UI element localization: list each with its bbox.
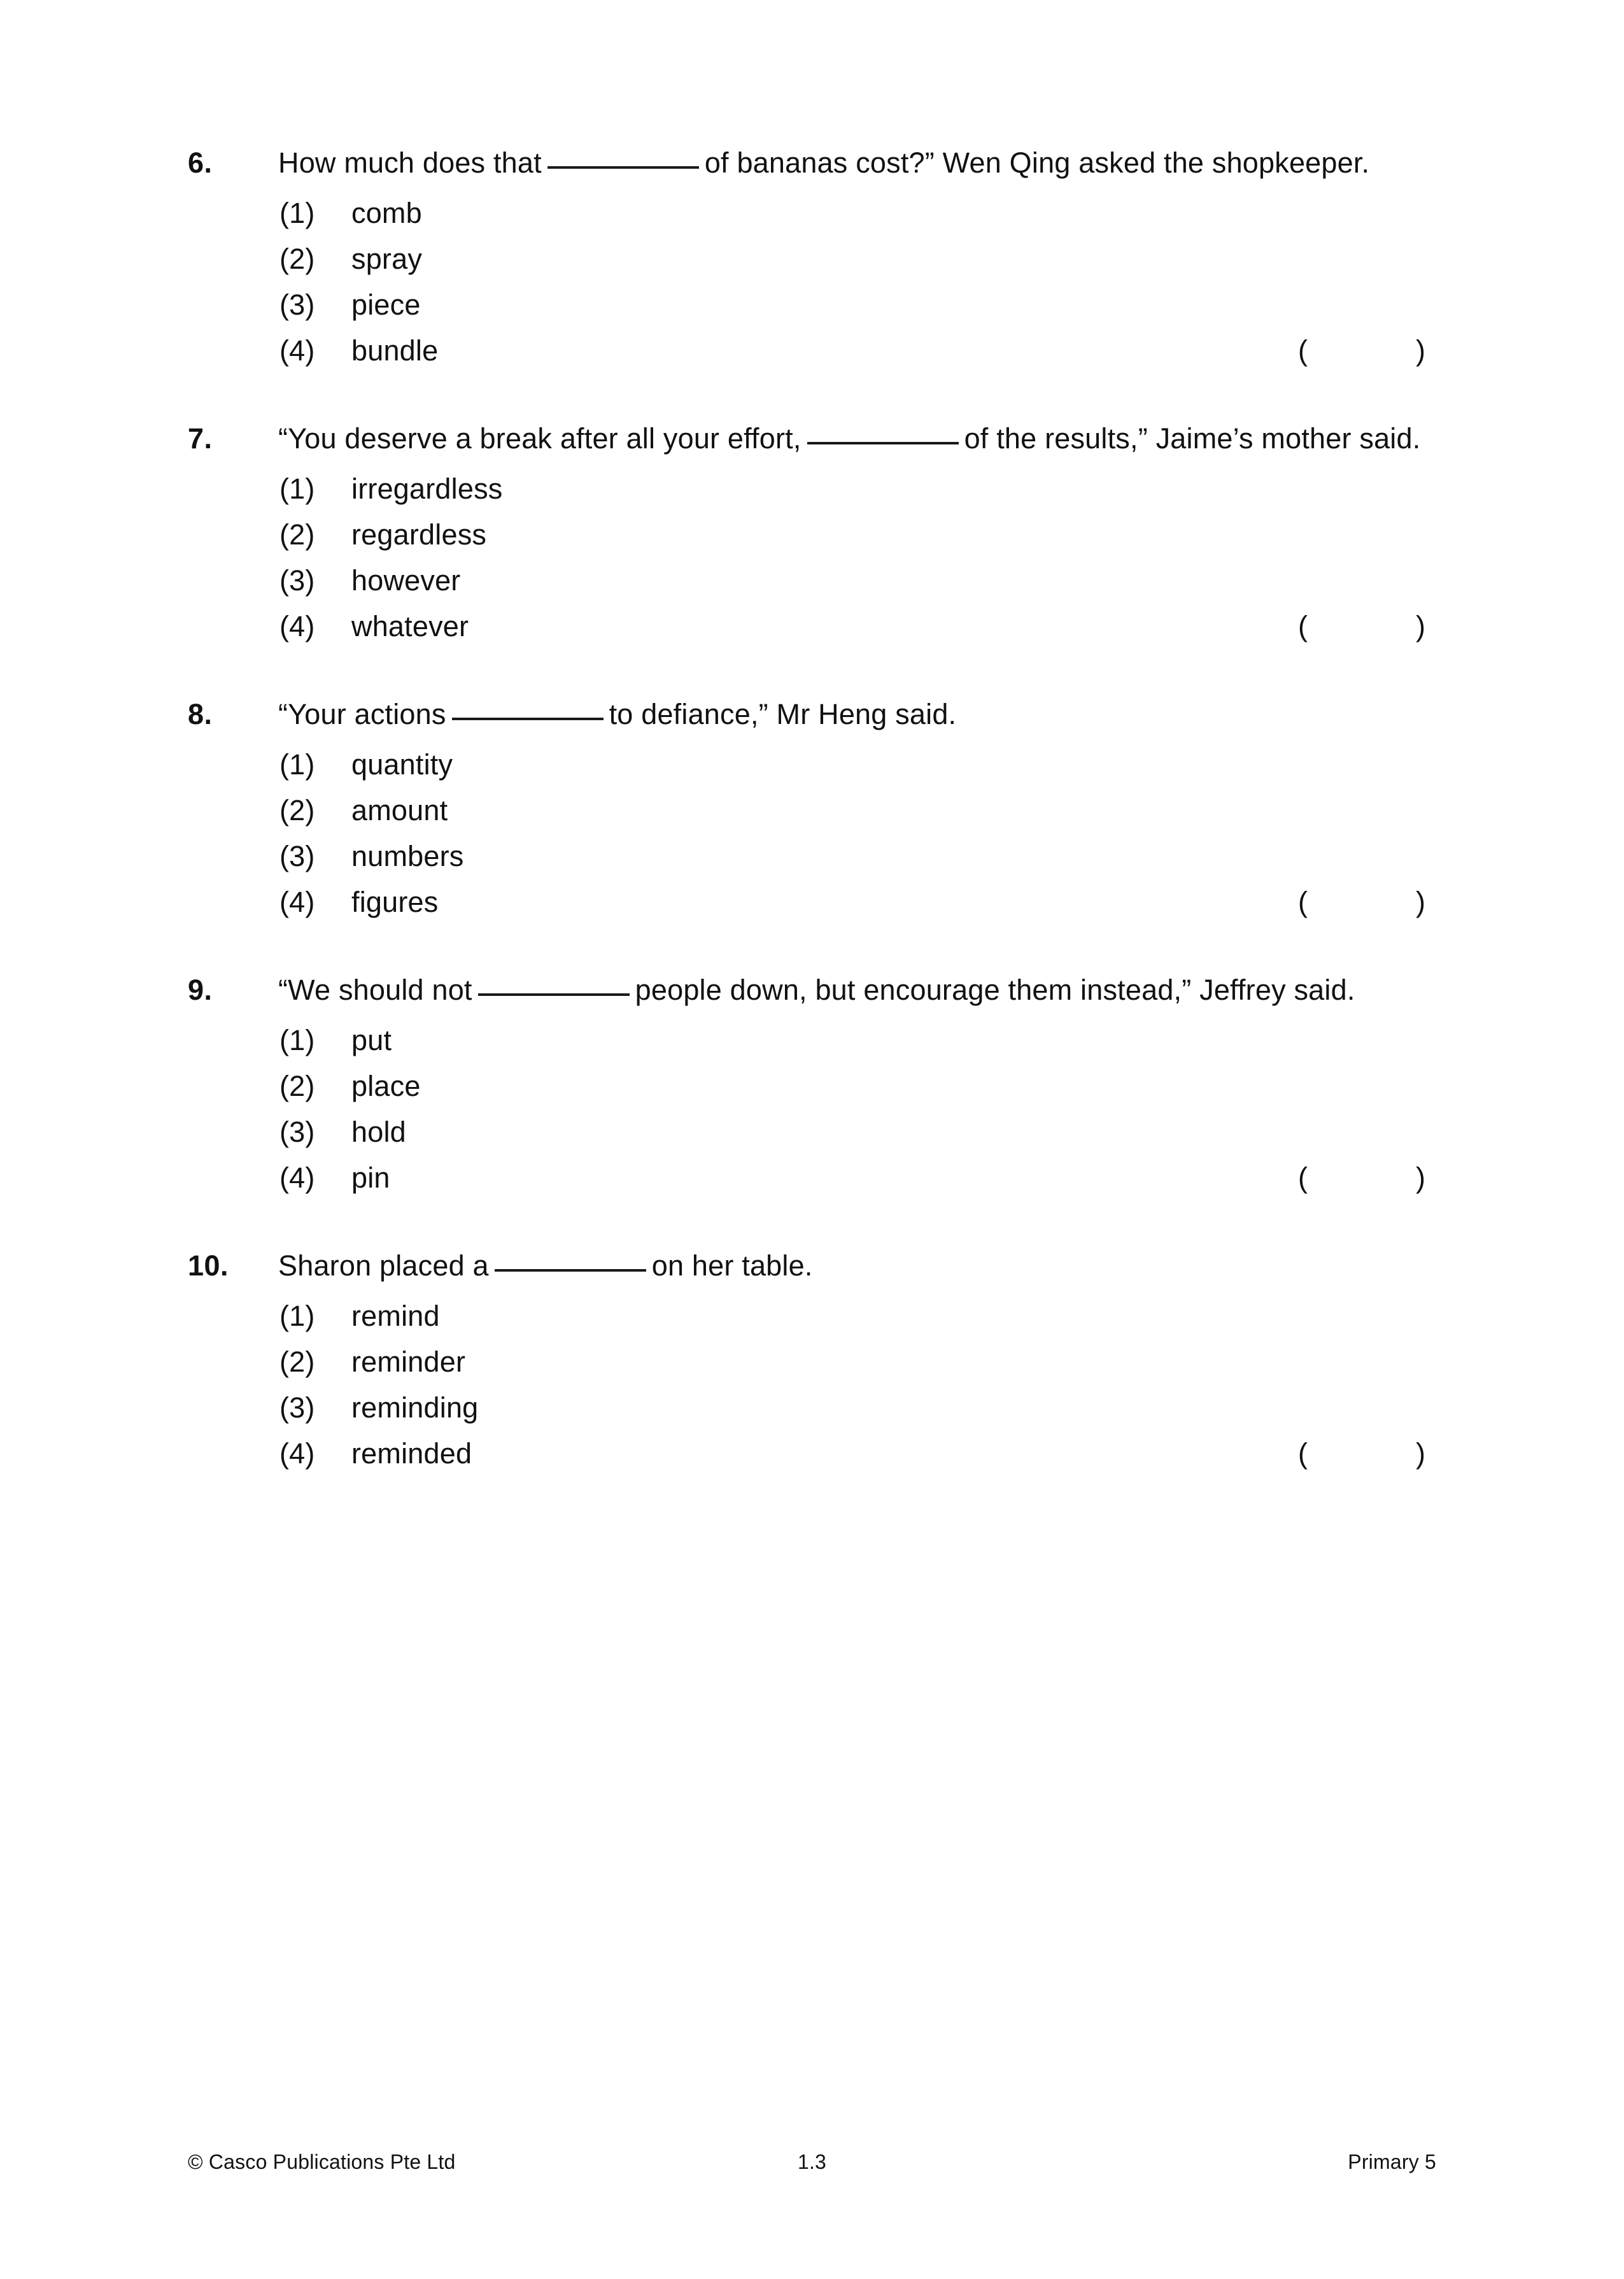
option-label: (1) [279,472,315,505]
answer-paren-close: ) [1416,334,1426,367]
answer-paren-open: ( [1298,334,1308,367]
option-row[interactable] [278,1293,1437,1339]
option-row[interactable] [278,1109,1437,1155]
option-text: hold [351,1116,406,1148]
answer-blank[interactable] [495,1269,646,1272]
option-row[interactable] [278,1155,1437,1201]
option-label: (2) [279,243,315,275]
option-label: (4) [279,886,315,918]
question-body [278,1239,1437,1477]
option-text: pin [351,1161,390,1194]
option-label: (1) [279,197,315,229]
option-text: bundle [351,334,439,367]
option-row[interactable] [278,604,1437,650]
question-number: 6. [188,146,213,179]
answer-paren-close: ) [1416,1437,1426,1470]
option-label: (2) [279,1070,315,1102]
stem-text-after: of bananas cost?” Wen Qing asked the shopkeeper. [704,146,1370,179]
level-label: Primary 5 [1348,2150,1436,2173]
stem-text-before: How much does that [278,146,542,179]
option-row[interactable] [278,1385,1437,1431]
question-block [188,412,1437,650]
stem-text-after: on her table. [651,1249,813,1282]
option-label: (1) [279,1300,315,1332]
option-row[interactable] [278,558,1437,604]
question-body [278,412,1437,650]
question-body [278,136,1437,374]
question-number: 9. [188,974,213,1006]
answer-blank[interactable] [452,718,604,720]
answer-blank[interactable] [478,993,630,996]
stem-text-before: “You deserve a break after all your effort, [278,422,801,455]
options-list [278,1293,1437,1477]
question-number: 8. [188,698,213,730]
option-row[interactable] [278,834,1437,879]
question-block [188,136,1437,374]
option-row[interactable] [278,1431,1437,1477]
answer-paren-open: ( [1298,1161,1308,1194]
option-row[interactable] [278,1063,1437,1109]
option-text: regardless [351,518,487,551]
question-stem [278,688,1437,741]
option-text: put [351,1024,392,1056]
question-stem [278,136,1437,190]
option-label: (4) [279,610,315,643]
option-row[interactable] [278,788,1437,834]
option-label: (3) [279,840,315,872]
stem-text-before: Sharon placed a [278,1249,489,1282]
option-label: (3) [279,1116,315,1148]
stem-text-after: of the results,” Jaime’s mother said. [964,422,1421,455]
option-label: (2) [279,794,315,827]
option-row[interactable] [278,328,1437,374]
option-row[interactable] [278,1018,1437,1063]
option-row[interactable] [278,879,1437,925]
option-text: remind [351,1300,440,1332]
option-label: (4) [279,1437,315,1470]
answer-paren-open: ( [1298,610,1308,643]
answer-paren-open: ( [1298,1437,1308,1470]
option-text: however [351,564,461,597]
questions-container [188,136,1437,1515]
question-block [188,963,1437,1201]
question-number: 7. [188,422,213,455]
options-list [278,190,1437,374]
option-text: piece [351,288,421,321]
option-text: reminding [351,1391,479,1424]
options-list [278,466,1437,650]
option-text: place [351,1070,421,1102]
option-row[interactable] [278,466,1437,512]
option-text: numbers [351,840,464,872]
option-row[interactable] [278,1339,1437,1385]
option-row[interactable] [278,742,1437,788]
option-label: (2) [279,518,315,551]
option-label: (3) [279,1391,315,1424]
answer-blank[interactable] [807,442,959,444]
options-list [278,1018,1437,1201]
stem-text-after: to defiance,” Mr Heng said. [609,698,957,730]
option-row[interactable] [278,236,1437,282]
option-text: spray [351,243,423,275]
question-body [278,688,1437,925]
option-text: amount [351,794,448,827]
option-label: (1) [279,748,315,781]
question-stem [278,1239,1437,1293]
option-text: figures [351,886,439,918]
option-text: whatever [351,610,469,643]
stem-text-before: “Your actions [278,698,446,730]
copyright-notice: © Casco Publications Pte Ltd [188,2150,456,2173]
option-text: irregardless [351,472,503,505]
option-row[interactable] [278,512,1437,558]
option-row[interactable] [278,190,1437,236]
option-label: (1) [279,1024,315,1056]
option-label: (4) [279,1161,315,1194]
option-label: (3) [279,288,315,321]
stem-text-before: “We should not [278,974,472,1006]
question-block [188,1239,1437,1477]
option-text: quantity [351,748,453,781]
option-text: comb [351,197,422,229]
option-text: reminded [351,1437,472,1470]
options-list [278,742,1437,925]
option-label: (2) [279,1345,315,1378]
page-footer [188,2147,1436,2185]
page-number: 1.3 [797,2150,827,2173]
answer-paren-close: ) [1416,1161,1426,1194]
question-stem [278,412,1437,465]
option-text: reminder [351,1345,466,1378]
question-body [278,963,1437,1201]
answer-paren-close: ) [1416,610,1426,643]
question-number: 10. [188,1249,229,1282]
answer-paren-open: ( [1298,886,1308,918]
option-label: (3) [279,564,315,597]
answer-blank[interactable] [547,166,699,169]
answer-paren-close: ) [1416,886,1426,918]
question-block [188,688,1437,925]
option-row[interactable] [278,282,1437,328]
question-stem [278,963,1437,1017]
option-label: (4) [279,334,315,367]
stem-text-after: people down, but encourage them instead,” Jeffrey said. [635,974,1355,1006]
